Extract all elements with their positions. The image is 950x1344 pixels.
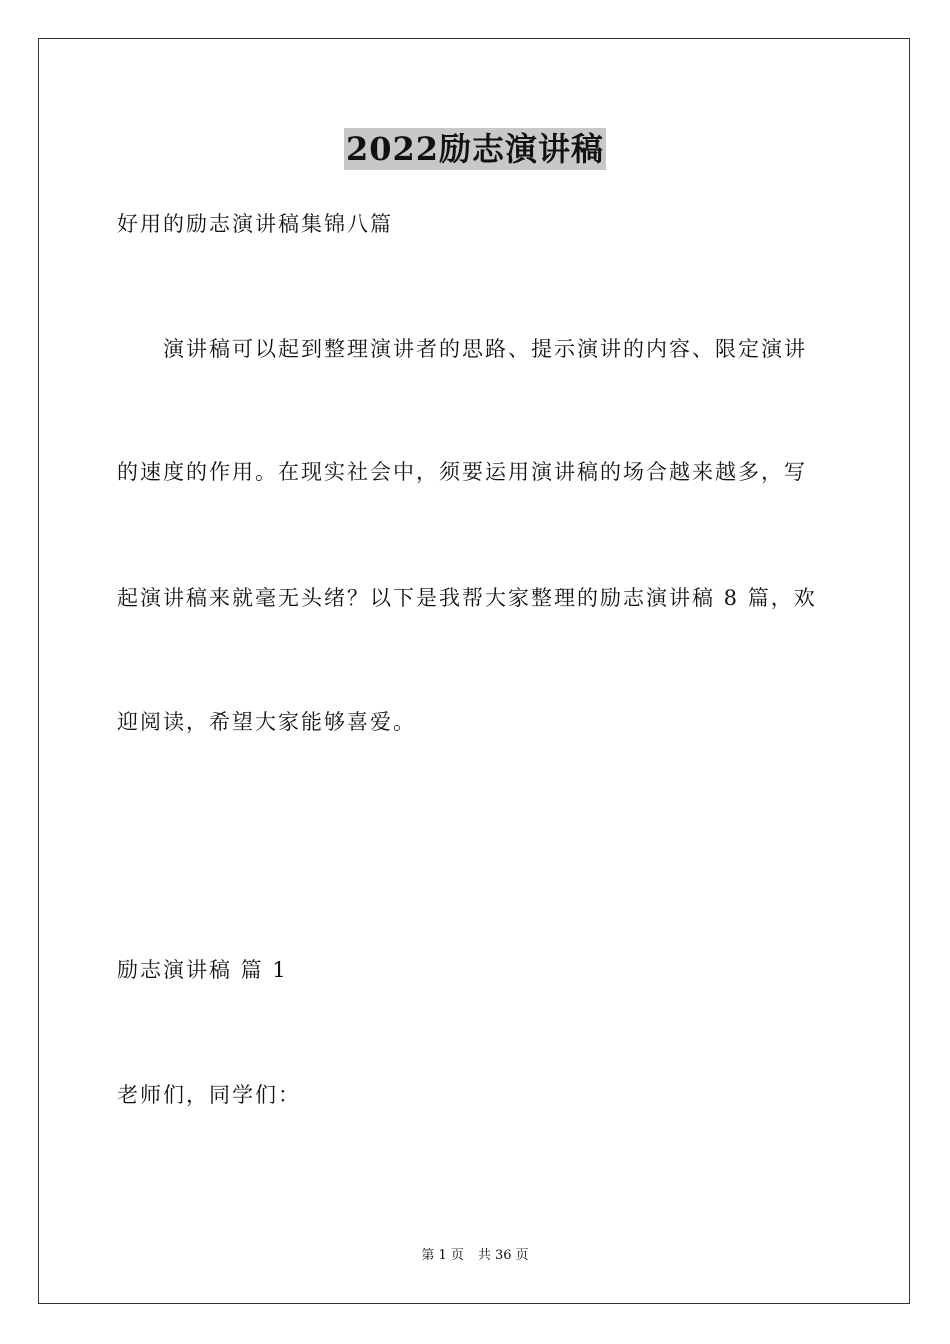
page-footer	[0, 1247, 950, 1265]
salutation: 老师们，同学们：	[117, 1083, 301, 1107]
document-subtitle: 好用的励志演讲稿集锦八篇	[117, 212, 393, 236]
page-number: 第 1 页	[421, 1248, 464, 1263]
title-container	[0, 128, 950, 170]
page-total: 共 36 页	[477, 1248, 529, 1263]
intro-line-3: 起演讲稿来就毫无头绪？以下是我帮大家整理的励志演讲稿 8 篇，欢	[117, 586, 817, 610]
intro-line-4: 迎阅读，希望大家能够喜爱。	[117, 710, 416, 734]
section-heading: 励志演讲稿 篇 1	[117, 958, 288, 982]
intro-line-2: 的速度的作用。在现实社会中，须要运用演讲稿的场合越来越多，写	[117, 460, 807, 484]
document-title: 2022励志演讲稿	[345, 130, 605, 168]
intro-line-1: 演讲稿可以起到整理演讲者的思路、提示演讲的内容、限定演讲	[163, 337, 807, 361]
